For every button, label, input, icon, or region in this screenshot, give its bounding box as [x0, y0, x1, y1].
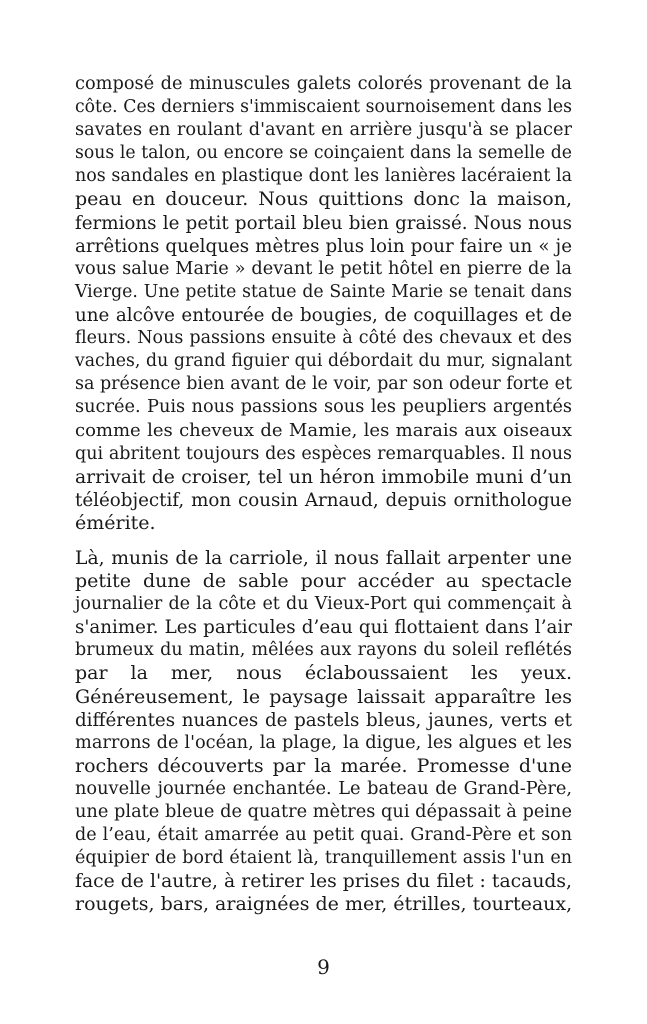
- paragraph-2: [75, 547, 572, 917]
- text-line: arrivait de croiser, tel un héron immobile muni d’un: [75, 466, 572, 488]
- paragraph-1: [75, 73, 572, 535]
- text-line: vaches, du grand figuier qui débordait du mur, signalant: [75, 351, 572, 372]
- text-line: fleurs. Nous passions ensuite à côté des chevaux et des: [75, 328, 572, 349]
- text-line: composé de minuscules galets colorés provenant de la: [75, 74, 572, 94]
- text-line: marrons de l'océan, la plage, la digue, les algues et les: [75, 732, 572, 753]
- text-line: brumeux du matin, mêlées aux rayons du soleil reflétés: [75, 640, 572, 661]
- text-line: une plate bleue de quatre mètres qui dépassait à peine: [75, 802, 572, 823]
- text-line: arrêtions quelques mètres plus loin pour faire un « je: [75, 235, 572, 257]
- text-line: peau en douceur. Nous quittions donc la maison,: [75, 188, 572, 211]
- text-line: qui abritent toujours des espèces remarquables. Il nous: [75, 443, 572, 464]
- text-line: fermions le petit portail bleu bien graissé. Nous nous: [75, 212, 572, 234]
- text-line: journalier de la côte et du Vieux-Port qui commençait à: [75, 594, 572, 615]
- text-line: nos sandales en plastique dont les lanières lacéraient la: [75, 166, 573, 187]
- text-line: Vierge. Une petite statue de Sainte Marie se tenait dans: [75, 281, 572, 302]
- text-line: émérite.: [75, 511, 156, 534]
- text-line: rougets, bars, araignées de mer, étrilles, tourteaux,: [75, 893, 573, 916]
- text-line: Là, munis de la carriole, il nous fallait arpenter une: [75, 548, 572, 569]
- text-line: Généreusement, le paysage laissait apparaître les: [75, 685, 572, 708]
- text-line: une alcôve entourée de bougies, de coquillages et de: [75, 304, 572, 326]
- text-line: sa présence bien avant de le voir, par son odeur forte et: [75, 374, 572, 395]
- text-line: de l’eau, était amarrée au petit quai. Grand-Père et son: [75, 825, 572, 846]
- text-line: face de l'autre, à retirer les prises du filet : tacauds,: [75, 871, 572, 893]
- text-line: équipier de bord étaient là, tranquillement assis l'un en: [75, 848, 572, 869]
- text-line: téléobjectif, mon cousin Arnaud, depuis ornithologue: [75, 489, 572, 511]
- text-line: vous salue Marie » devant le petit hôtel en pierre de la: [75, 258, 572, 279]
- text-line: sucrée. Puis nous passions sous les peupliers argentés: [75, 397, 572, 418]
- page-number: 9: [317, 955, 330, 979]
- text-line: nouvelle journée enchantée. Le bateau de Grand-Père,: [75, 778, 572, 799]
- text-line: sous le talon, ou encore se coinçaient dans la semelle de: [75, 143, 572, 164]
- text-line: par la mer, nous éclaboussaient les yeux.: [75, 662, 572, 685]
- text-line: s'animer. Les particules d’eau qui flottaient dans l’air: [75, 617, 572, 639]
- text-line: différentes nuances de pastels bleus, jaunes, verts et: [75, 709, 572, 731]
- text-line: savates en roulant d'avant en arrière jusqu'à se placer: [75, 120, 572, 141]
- text-line: rochers découverts par la marée. Promesse d'une: [75, 754, 572, 777]
- text-line: comme les cheveux de Mamie, les marais aux oiseaux: [75, 420, 572, 442]
- text-line: petite dune de sable pour accéder au spectacle: [75, 570, 572, 593]
- text-line: côte. Ces derniers s'immiscaient sournoisement dans les: [75, 97, 572, 118]
